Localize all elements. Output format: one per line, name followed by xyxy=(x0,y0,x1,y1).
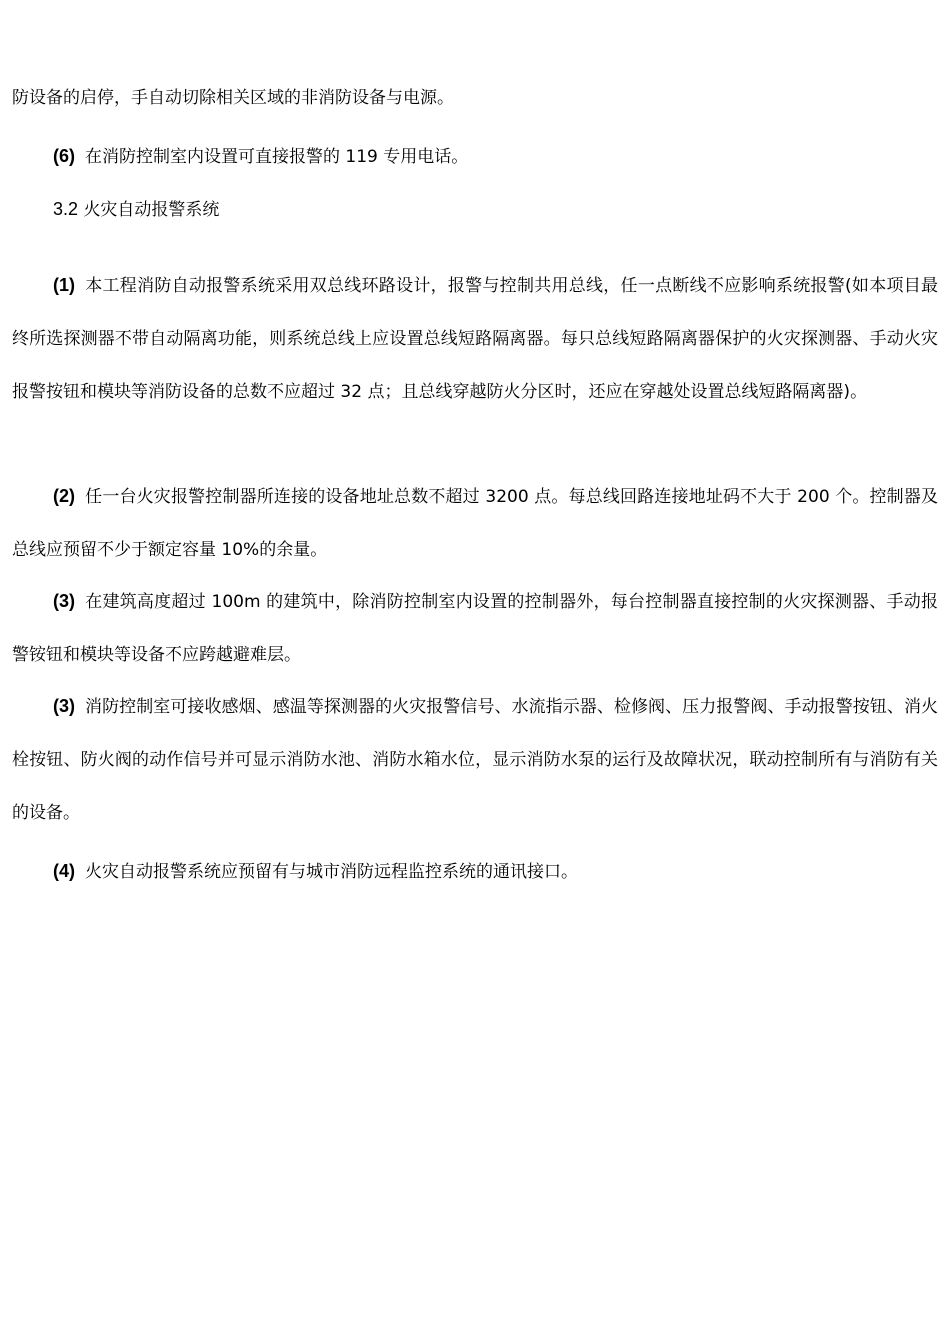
paragraph-item-2 xyxy=(12,470,938,577)
item-number: (6) xyxy=(53,146,75,166)
paragraph-item-6 xyxy=(53,130,468,184)
paragraph-item-1 xyxy=(12,259,938,419)
section-heading xyxy=(53,183,219,237)
paragraph-item-3a xyxy=(12,575,938,682)
paragraph-continuation xyxy=(12,72,454,125)
section-number: 3.2 xyxy=(53,199,79,219)
paragraph-text: 本工程消防自动报警系统采用双总线环路设计，报警与控制共用总线，任一点断线不应影响系统报警(如本项目最终所选探测器不带自动隔离功能，则系统总线上应设置总线短路隔离器。每只总线短路隔离器保护的火灾探测器、手动火灾报警按钮和模块等消防设备的总数不应超过 32 点；且总线穿越防火分区时，还应在穿越处设置总线短路隔离器)。 xyxy=(12,276,938,402)
paragraph-text: 在消防控制室内设置可直接报警的 119 专用电话。 xyxy=(85,147,469,167)
paragraph-text: 火灾自动报警系统应预留有与城市消防远程监控系统的通讯接口。 xyxy=(85,862,578,882)
item-number: (3) xyxy=(53,591,75,611)
section-title: 火灾自动报警系统 xyxy=(83,200,220,220)
paragraph-text: 防设备的启停，手自动切除相关区域的非消防设备与电源。 xyxy=(12,88,454,108)
paragraph-item-3b xyxy=(12,680,938,840)
paragraph-text: 在建筑高度超过 100m 的建筑中，除消防控制室内设置的控制器外，每台控制器直接控制的火灾探测器、手动报警铵钮和模块等设备不应跨越避难层。 xyxy=(12,592,938,665)
item-number: (4) xyxy=(53,861,75,881)
item-number: (3) xyxy=(53,696,75,716)
item-number: (1) xyxy=(53,275,75,295)
item-number: (2) xyxy=(53,486,75,506)
paragraph-item-4 xyxy=(53,845,578,899)
paragraph-text: 任一台火灾报警控制器所连接的设备地址总数不超过 3200 点。每总线回路连接地址码不大于 200 个。控制器及总线应预留不少于额定容量 10%的余量。 xyxy=(12,487,938,560)
paragraph-text: 消防控制室可接收感烟、感温等探测器的火灾报警信号、水流指示器、检修阀、压力报警阀、手动报警按钮、消火栓按钮、防火阀的动作信号并可显示消防水池、消防水箱水位，显示消防水泵的运行及故障状况，联动控制所有与消防有关的设备。 xyxy=(12,697,938,823)
